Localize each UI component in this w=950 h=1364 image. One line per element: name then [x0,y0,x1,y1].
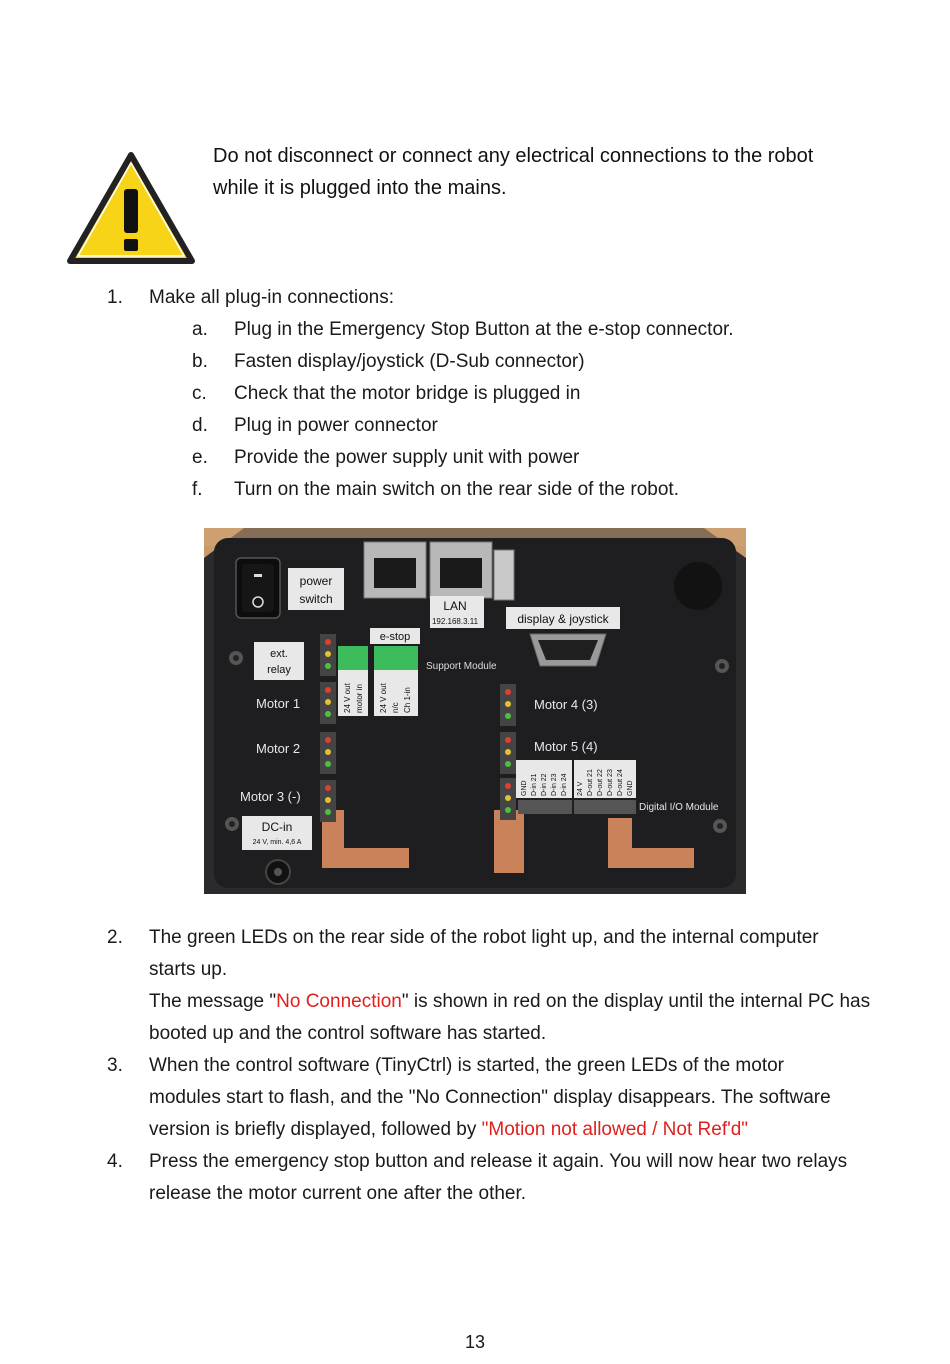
io-pin-label: D-in 23 [551,773,558,796]
label-motor-3: Motor 3 (-) [240,789,301,804]
label-power-switch-1: power [299,574,333,588]
io-pin-label: D-in 21 [531,773,538,796]
label-power-switch-2: switch [299,592,333,606]
label-ch1-in: Ch 1-in [403,687,412,713]
page-number: 13 [464,1332,486,1352]
substep-a-letter: a. [192,319,208,340]
substep-d-letter: d. [192,415,208,436]
step-4-line-2: release the motor current one after the other. [149,1183,527,1204]
label-motor-in: motor in [355,684,364,713]
step-4-line-1: Press the emergency stop button and release it again. You will now hear two relays [149,1151,848,1172]
warning-triangle-icon [66,151,196,267]
io-pin-label: D-in 24 [561,773,568,796]
label-support-module: Support Module [426,661,497,672]
label-motor-1: Motor 1 [256,696,301,711]
label-dc-in: DC-in [261,820,293,834]
step-2-line-3 [149,986,870,1018]
label-24v-out: 24 V out [343,683,352,713]
step-3-line-3-pre: version is briefly displayed, followed by [149,1119,482,1140]
io-pin-label: 24 V [577,781,584,796]
io-pin-label: GND [627,780,634,796]
io-pin-label: GND [521,780,528,796]
label-nc: n/c [391,702,400,713]
substep-f-text: Turn on the main switch on the rear side of the robot. [234,479,679,500]
label-lan: LAN [443,599,467,613]
step-1-text: Make all plug-in connections: [149,287,395,308]
step-2-line-3-post: " is shown in red on the display until the internal PC has [401,991,871,1012]
label-motor-5: Motor 5 (4) [534,739,598,754]
io-pin-label: D-out 21 [587,769,594,796]
substep-d-text: Plug in power connector [234,415,438,436]
label-motor-2: Motor 2 [256,741,301,756]
io-pin-label: D-out 23 [607,769,614,796]
motion-not-allowed-message: "Motion not allowed / Not Ref'd" [481,1119,749,1140]
label-lan-ip: 192.168.3.11 [431,617,479,626]
no-connection-message: No Connection [276,991,402,1012]
substep-e-text: Provide the power supply unit with power [234,447,580,468]
robot-rear-panel-photo [204,528,746,894]
step-2-line-2: starts up. [149,959,228,980]
warning-line-2: while it is plugged into the mains. [213,177,507,199]
step-2-line-1: The green LEDs on the rear side of the robot light up, and the internal computer [149,927,819,948]
substep-e-letter: e. [192,447,208,468]
label-digital-io: Digital I/O Module [639,802,719,813]
substep-f-letter: f. [192,479,203,500]
io-pin-label: D-in 22 [541,773,548,796]
label-ext-relay-2: relay [267,664,291,676]
substep-b-text: Fasten display/joystick (D-Sub connector) [234,351,585,372]
label-display-joystick: display & joystick [517,612,609,626]
substep-c-letter: c. [192,383,207,404]
io-pin-label: D-out 22 [597,769,604,796]
warning-text [213,140,893,204]
step-2-line-3-pre: The message " [149,991,277,1012]
step-3-line-3 [149,1114,748,1146]
step-2-number: 2. [107,927,123,948]
step-4-number: 4. [107,1151,123,1172]
step-1-number: 1. [107,287,123,308]
substep-c-text: Check that the motor bridge is plugged in [234,383,581,404]
step-3-line-1: When the control software (TinyCtrl) is started, the green LEDs of the motor [149,1055,784,1076]
label-estop: e-stop [379,631,411,643]
step-2-line-4: booted up and the control software has started. [149,1023,547,1044]
step-3-number: 3. [107,1055,123,1076]
warning-line-1: Do not disconnect or connect any electrical connections to the robot [213,145,814,167]
label-motor-4: Motor 4 (3) [534,697,598,712]
label-24v-out-2: 24 V out [379,683,388,713]
io-pin-label: D-out 24 [617,769,624,796]
substep-b-letter: b. [192,351,208,372]
label-dc-spec: 24 V, min. 4,6 A [252,839,302,846]
substep-a-text: Plug in the Emergency Stop Button at the e-stop connector. [234,319,734,340]
step-3-line-2: modules start to flash, and the "No Connection" display disappears. The software [149,1087,831,1108]
label-ext-relay-1: ext. [270,648,288,660]
